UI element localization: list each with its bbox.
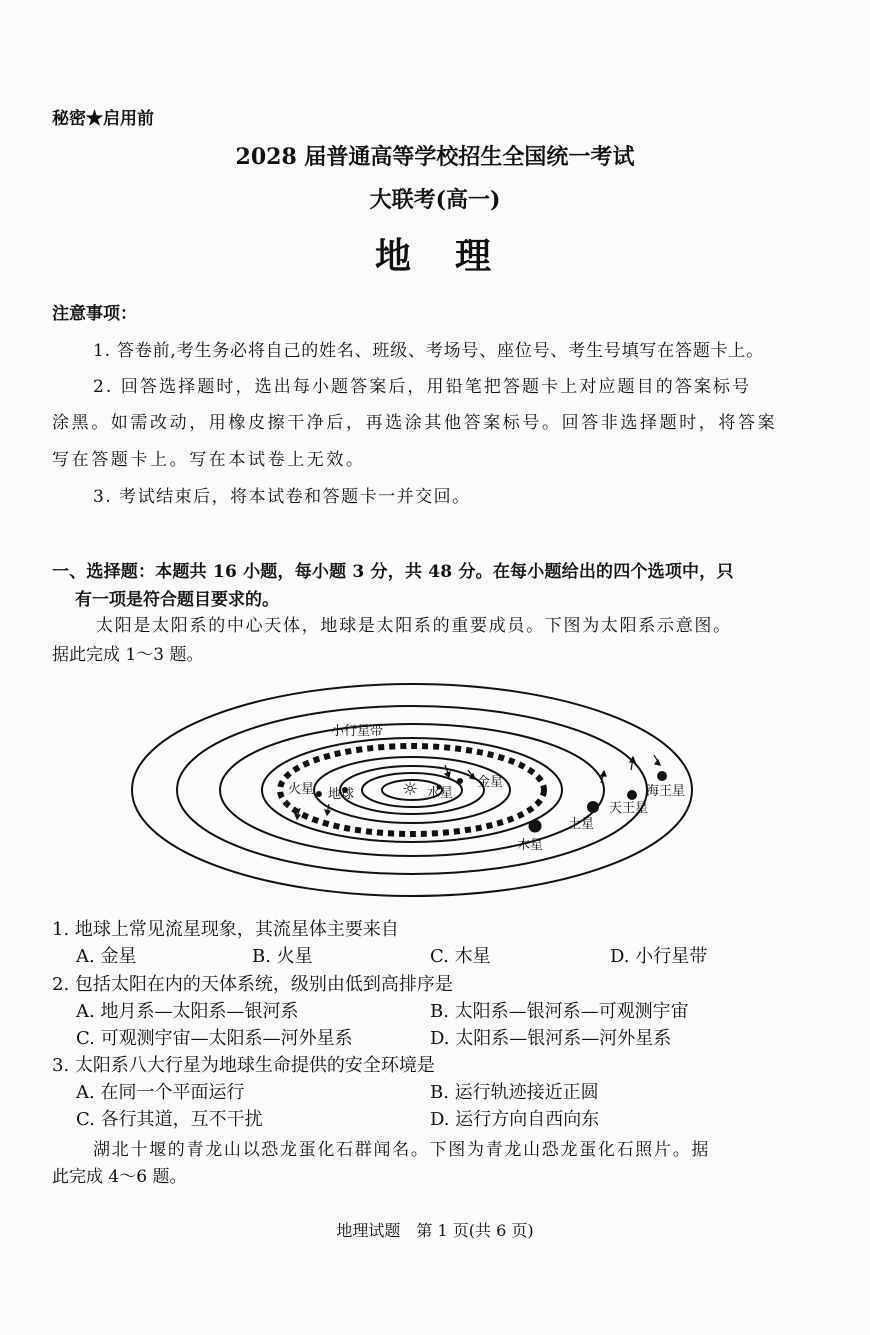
q3-option-c: C. 各行其道，互不干扰 [76, 1109, 263, 1130]
question-3-stem: 3. 太阳系八大行星为地球生命提供的安全环境是 [52, 1055, 435, 1076]
passage-2-line-1: 湖北十堰的青龙山以恐龙蛋化石群闻名。下图为青龙山恐龙蛋化石照片。据 [93, 1140, 711, 1160]
neptune-dot [657, 771, 667, 781]
earth-label: 地球 [328, 787, 355, 802]
note-1: 1. 答卷前,考生务必将自己的姓名、班级、考场号、座位号、考生号填写在答题卡上。 [93, 341, 765, 361]
notes-heading: 注意事项： [52, 304, 137, 324]
confidential-mark: 秘密★启用前 [52, 109, 154, 129]
page-footer: 地理试题 第 1 页(共 6 页) [336, 1221, 534, 1240]
exam-title: 2028 届普通高等学校招生全国统一考试 [235, 144, 635, 170]
exam-subtitle: 大联考(高一) [369, 187, 501, 213]
passage-1-line-2: 据此完成 1～3 题。 [52, 645, 204, 665]
section-heading-line-1: 一、选择题：本题共 16 小题，每小题 3 分，共 48 分。在每小题给出的四个选项中，只 [52, 562, 734, 582]
asteroid-belt-label: 小行星带 [331, 724, 384, 739]
jupiter-dot [529, 820, 542, 833]
q3-option-a: A. 在同一个平面运行 [76, 1082, 245, 1103]
note-2-line-2: 涂黑。如需改动，用橡皮擦干净后，再选涂其他答案标号。回答非选择题时，将答案 [52, 413, 778, 433]
q3-option-b: B. 运行轨迹接近正圆 [430, 1082, 599, 1103]
venus-label: 金星 [477, 775, 504, 790]
q2-option-a: A. 地月系—太阳系—银河系 [76, 1001, 299, 1022]
subject-title: 地 理 [374, 235, 495, 277]
uranus-label: 天王星 [609, 801, 649, 816]
note-2-line-3: 写在答题卡上。写在本试卷上无效。 [52, 450, 366, 470]
jupiter-label: 木星 [517, 838, 544, 853]
q1-option-a: A. 金星 [76, 946, 137, 967]
saturn-dot [587, 801, 599, 813]
passage-2-line-2: 此完成 4～6 题。 [52, 1167, 187, 1187]
q3-option-d: D. 运行方向自西向东 [430, 1109, 600, 1130]
venus-dot [457, 778, 463, 784]
mercury-label: 水星 [427, 786, 454, 801]
question-1-stem: 1. 地球上常见流星现象，其流星体主要来自 [52, 919, 399, 940]
note-2-line-1: 2. 回答选择题时，选出每小题答案后，用铅笔把答题卡上对应题目的答案标号 [93, 377, 752, 397]
q1-option-d: D. 小行星带 [610, 946, 708, 967]
passage-1-line-1: 太阳是太阳系的中心天体，地球是太阳系的重要成员。下图为太阳系示意图。 [96, 616, 732, 636]
q1-option-b: B. 火星 [252, 946, 313, 967]
sun-icon: ☼ [402, 779, 419, 800]
question-2-stem: 2. 包括太阳在内的天体系统，级别由低到高排序是 [52, 974, 453, 995]
q1-option-c: C. 木星 [430, 946, 491, 967]
uranus-dot [627, 790, 637, 800]
q2-option-c: C. 可观测宇宙—太阳系—河外星系 [76, 1028, 353, 1049]
neptune-label: 海王星 [646, 784, 686, 799]
section-heading-line-2: 有一项是符合题目要求的。 [75, 590, 279, 610]
note-3: 3. 考试结束后，将本试卷和答题卡一并交回。 [93, 487, 471, 507]
q2-option-b: B. 太阳系—银河系—可观测宇宙 [430, 1001, 689, 1022]
saturn-label: 土星 [568, 817, 595, 832]
mars-label: 火星 [288, 782, 315, 797]
q2-option-d: D. 太阳系—银河系—河外星系 [430, 1028, 672, 1049]
mars-dot [316, 791, 322, 797]
